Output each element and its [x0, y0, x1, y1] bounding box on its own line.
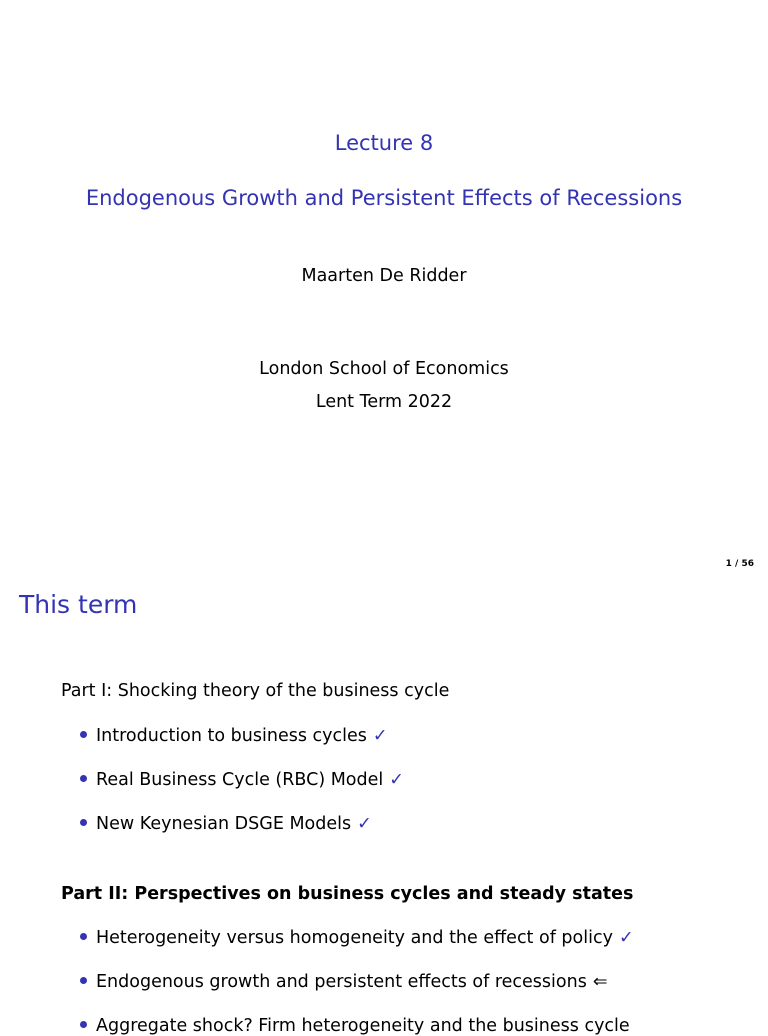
checkmark-icon: ✓ — [389, 770, 404, 790]
bullet-icon — [80, 933, 87, 940]
bullet-icon — [80, 1021, 87, 1028]
list-item — [80, 814, 372, 834]
lecture-title: Lecture 8 — [334, 131, 434, 155]
list-item — [80, 928, 634, 948]
part2-heading: Part II: Perspectives on business cycles and steady states — [61, 884, 634, 904]
bullet-icon — [80, 775, 87, 782]
author-name: Maarten De Ridder — [301, 266, 467, 286]
list-item-text: Aggregate shock? Firm heterogeneity and the business cycle — [96, 1016, 630, 1036]
checkmark-icon: ✓ — [372, 726, 388, 746]
list-item — [80, 770, 404, 790]
list-item-text: New Keynesian DSGE Models — [96, 814, 352, 834]
left-double-arrow-icon: ⇐ — [592, 972, 608, 992]
checkmark-icon: ✓ — [357, 814, 372, 834]
list-item — [80, 726, 388, 746]
list-item-text: Introduction to business cycles — [96, 726, 367, 746]
bullet-icon — [80, 819, 87, 826]
list-item — [80, 972, 608, 992]
frame-title: This term — [19, 590, 138, 619]
bullet-icon — [80, 977, 87, 984]
institute-name: London School of Economics — [259, 359, 509, 379]
list-item-text: Real Business Cycle (RBC) Model — [96, 770, 384, 790]
list-item — [80, 1016, 630, 1036]
checkmark-icon: ✓ — [618, 928, 634, 948]
lecture-subtitle: Endogenous Growth and Persistent Effects of Recessions — [85, 186, 683, 210]
this-term-slide — [0, 576, 768, 1036]
page-number: 1 / 56 — [725, 559, 754, 569]
bullet-icon — [80, 731, 87, 738]
part1-heading: Part I: Shocking theory of the business cycle — [61, 681, 450, 701]
list-item-text: Heterogeneity versus homogeneity and the effect of policy — [96, 928, 613, 948]
term-date: Lent Term 2022 — [315, 392, 453, 412]
list-item-text: Endogenous growth and persistent effects of recessions — [96, 972, 587, 992]
